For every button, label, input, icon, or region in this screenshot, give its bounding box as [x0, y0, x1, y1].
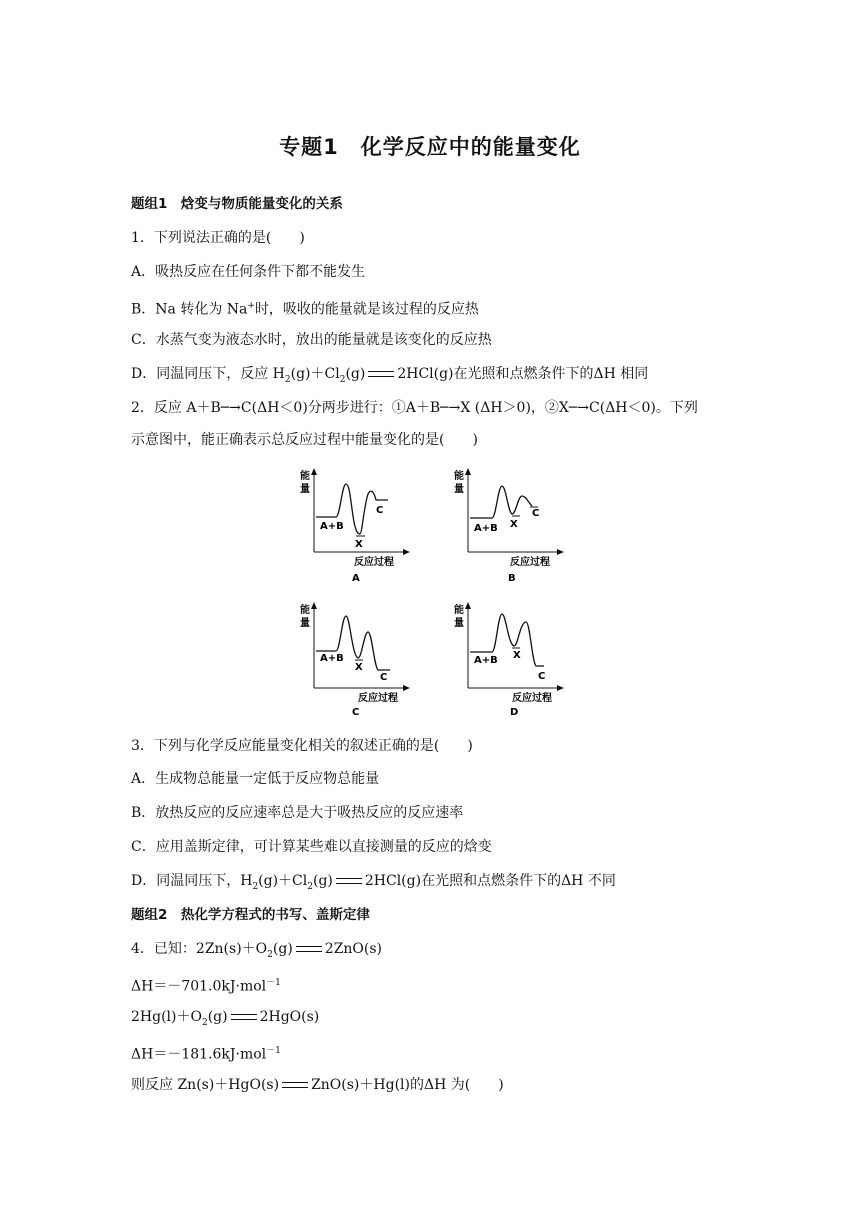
x-axis-label: 反应过程: [512, 693, 552, 704]
equals-sign-icon: [293, 939, 325, 959]
equals-sign-icon: [365, 364, 397, 384]
equals-sign-icon: [279, 1075, 311, 1095]
q3-option-d: D．同温同压下，$H_2(g)+Cl_2(g)$ 2HCl(g)在光照和点燃条件下的ΔH 不同: [131, 873, 616, 892]
y-axis-label-2: 量: [454, 618, 464, 629]
q1-option-b: B．Na 转化为 Na+时，吸收的能量就是该过程的反应热: [131, 301, 479, 318]
x-mark: X: [510, 519, 518, 530]
y-axis-label-1: 能: [300, 471, 310, 482]
option-label-a: A: [352, 573, 360, 584]
q4-equation-2: $2Hg(l)+O_2(g)$ 2HgO(s): [131, 1009, 320, 1028]
x-mark: X: [355, 539, 363, 550]
x-mark: X: [355, 662, 363, 673]
c-mark: C: [376, 505, 384, 516]
section-heading-group2: 题组2 热化学方程式的书写、盖斯定律: [131, 907, 370, 923]
q4-enthalpy-1: ΔH＝－701.0kJ·mol$^{-1}$: [131, 978, 281, 995]
x-mark: X: [513, 650, 521, 661]
q3-option-b: B．放热反应的反应速率总是大于吸热反应的反应速率: [131, 805, 464, 821]
q2-stem-line2: 示意图中，能正确表示总反应过程中能量变化的是( ): [131, 432, 478, 448]
q3-stem: 3．下列与化学反应能量变化相关的叙述正确的是( ): [131, 738, 473, 754]
x-axis-label: 反应过程: [358, 693, 398, 704]
q3-option-c: C．应用盖斯定律，可计算某些难以直接测量的反应的焓变: [131, 839, 492, 855]
ab-label: A+B: [474, 655, 498, 666]
option-label-d: D: [510, 707, 519, 718]
q1-stem: 1．下列说法正确的是( ): [131, 230, 305, 246]
x-axis-label: 反应过程: [510, 557, 550, 568]
y-axis-label-1: 能: [454, 605, 464, 616]
y-axis-label-2: 量: [454, 484, 464, 495]
section-heading-group1: 题组1 焓变与物质能量变化的关系: [131, 196, 343, 212]
energy-diagram-a: [298, 466, 418, 588]
q3-option-a: A．生成物总能量一定低于反应物总能量: [131, 771, 380, 787]
y-axis-label-1: 能: [300, 605, 310, 616]
y-axis-label-1: 能: [454, 471, 464, 482]
q2-stem-line1: 2．反应 A＋B─→C(ΔH＜0)分两步进行：①A＋B─→X (ΔH＞0)，②X─→C(ΔH＜0)。下列: [131, 400, 698, 416]
y-axis-label-2: 量: [300, 484, 310, 495]
option-label-c: C: [352, 707, 360, 718]
c-mark: C: [538, 671, 546, 682]
q4-question: 则反应 Zn(s)＋HgO(s) ZnO(s)＋Hg(l)的ΔH 为( ): [131, 1077, 504, 1093]
equals-sign-icon: [333, 871, 365, 891]
energy-diagram-d: [452, 600, 572, 722]
q1-option-c: C．水蒸气变为液态水时，放出的能量就是该变化的反应热: [131, 332, 492, 348]
energy-diagram-b: [452, 466, 572, 588]
q4-equation-1: 4．已知：$2Zn(s)+O_2(g)$ 2ZnO(s): [131, 941, 383, 960]
page-title: 专题1 化学反应中的能量变化: [279, 135, 581, 159]
x-axis-label: 反应过程: [354, 557, 394, 568]
c-mark: C: [532, 508, 540, 519]
y-axis-label-2: 量: [300, 618, 310, 629]
ab-label: A+B: [474, 523, 498, 534]
equals-sign-icon: [228, 1007, 260, 1027]
energy-diagram-c: [298, 600, 418, 722]
ab-label: A+B: [320, 653, 344, 664]
q1-option-d: D．同温同压下，反应 $H_2(g)+Cl_2(g)$ 2HCl(g)在光照和点燃条件下的ΔH 相同: [131, 366, 649, 385]
q1-option-a: A．吸热反应在任何条件下都不能发生: [131, 264, 366, 280]
q4-enthalpy-2: ΔH＝－181.6kJ·mol$^{-1}$: [131, 1046, 281, 1063]
option-label-b: B: [508, 573, 516, 584]
c-mark: C: [380, 672, 388, 683]
ab-label: A+B: [320, 521, 344, 532]
